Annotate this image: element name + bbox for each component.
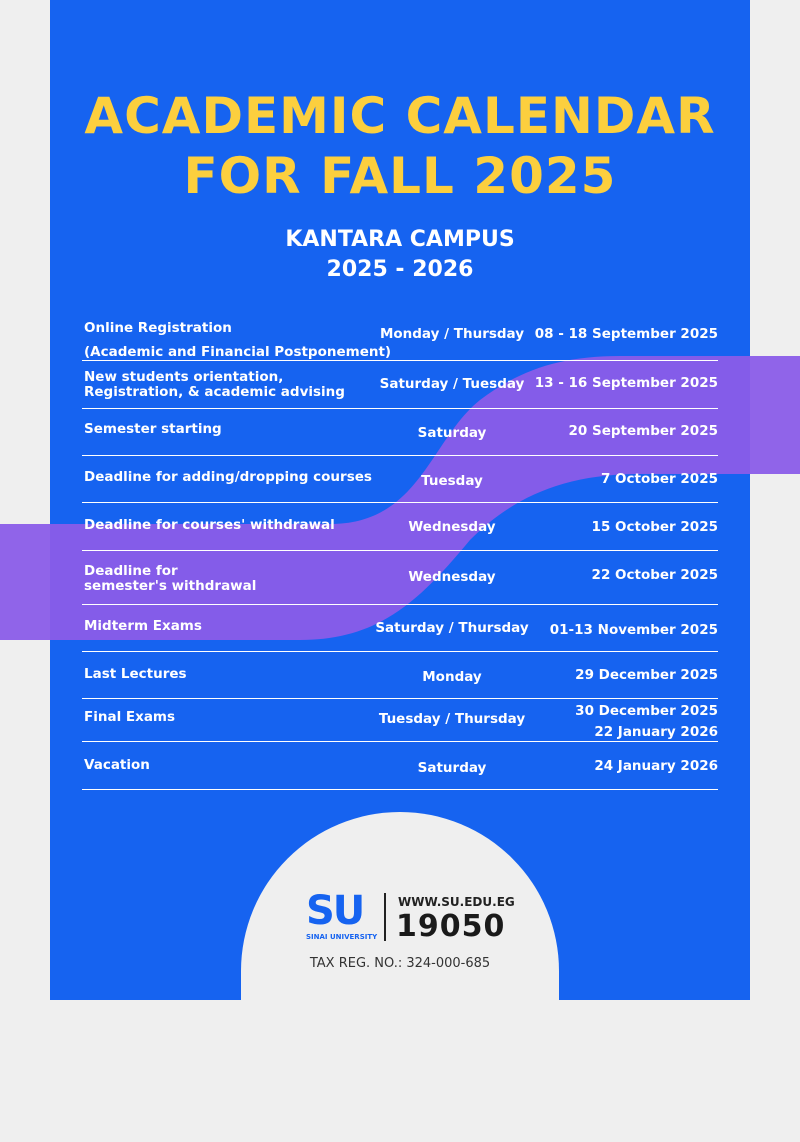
- title-line-1: ACADEMIC CALENDAR: [84, 87, 716, 145]
- event-day: Saturday: [417, 760, 487, 776]
- calendar-row: [82, 604, 718, 652]
- website-link[interactable]: WWW.SU.EDU.EG: [398, 895, 515, 909]
- calendar-row: [82, 502, 718, 551]
- calendar-row: [82, 408, 718, 456]
- event-date: 13 - 16 September 2025: [534, 375, 718, 391]
- academic-year: 2025 - 2026: [326, 257, 474, 282]
- calendar-row: [82, 455, 718, 503]
- event-date: 24 January 2026: [594, 758, 718, 774]
- calendar-row: [82, 550, 718, 605]
- event-day: Wednesday: [408, 569, 496, 585]
- campus-name: KANTARA CAMPUS: [285, 227, 515, 252]
- university-logo: SU: [306, 888, 364, 934]
- calendar-row: [82, 698, 718, 742]
- tax-registration: TAX REG. NO.: 324-000-685: [309, 956, 491, 971]
- event-name: Semester starting: [84, 421, 222, 437]
- event-name: Vacation: [84, 757, 150, 773]
- calendar-row: [82, 651, 718, 699]
- event-date: 30 December 2025 22 January 2026: [575, 703, 718, 740]
- calendar-row: [82, 741, 718, 790]
- event-day: Tuesday: [421, 473, 483, 489]
- event-date: 20 September 2025: [568, 423, 718, 439]
- footer-arc: [241, 812, 559, 1142]
- event-name: Deadline for semester's withdrawal: [84, 563, 257, 594]
- event-day: Wednesday: [408, 519, 496, 535]
- event-name: New students orientation, Registration, & academic advising: [84, 369, 345, 400]
- event-name: Online Registration (Academic and Financial Postponement): [84, 320, 392, 360]
- event-day: Monday / Thursday: [379, 326, 525, 342]
- event-date: 01-13 November 2025: [549, 622, 718, 638]
- calendar-row: [82, 312, 718, 361]
- hotline-number: 19050: [396, 909, 506, 944]
- event-date: 29 December 2025: [575, 667, 718, 683]
- event-day: Saturday: [417, 425, 487, 441]
- event-name: Last Lectures: [84, 666, 187, 682]
- event-name: Deadline for adding/dropping courses: [84, 469, 372, 485]
- event-date: 15 October 2025: [591, 519, 718, 535]
- calendar-row: [82, 360, 718, 409]
- event-name: Deadline for courses' withdrawal: [84, 517, 335, 533]
- university-logo-subtitle: SINAI UNIVERSITY: [306, 933, 378, 941]
- event-name: Final Exams: [84, 709, 176, 725]
- event-day: Saturday / Tuesday: [379, 376, 525, 392]
- event-day: Monday: [422, 669, 482, 685]
- title-line-2: FOR FALL 2025: [183, 147, 617, 205]
- event-date: 08 - 18 September 2025: [534, 326, 718, 342]
- event-day: Tuesday / Thursday: [378, 711, 526, 727]
- logo-divider: [384, 893, 386, 941]
- event-day: Saturday / Thursday: [375, 620, 529, 636]
- event-date: 7 October 2025: [600, 471, 718, 487]
- event-date: 22 October 2025: [591, 567, 718, 583]
- event-name: Midterm Exams: [84, 618, 202, 634]
